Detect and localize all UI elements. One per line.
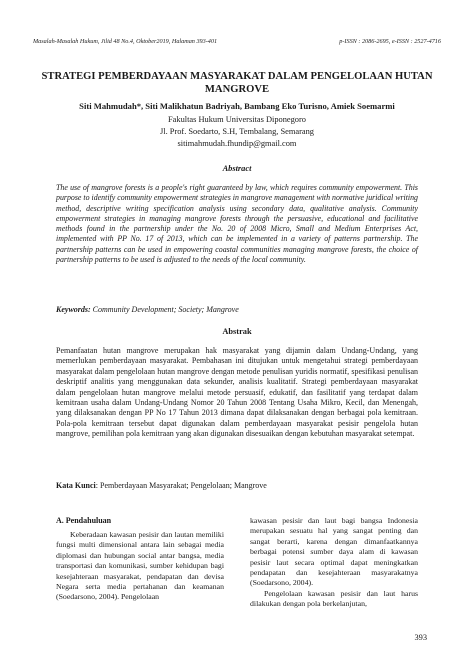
body-right-column <box>250 516 418 610</box>
paper-title: STRATEGI PEMBERDAYAAN MASYARAKAT DALAM PENGELOLAAN HUTAN MANGROVE <box>41 71 433 95</box>
keywords-line <box>56 305 418 314</box>
body-left-column: Keberadaan kawasan pesisir dan lautan memiliki fungsi multi dimensional antara lain sebagai media diplomasi dan hubungan social antar bangsa, media transportasi dan komunikasi, sumber kehidupan bagi kesejahteraan masyarakat, pendapatan dan devisa Negara serta media pertahanan dan keamanan (Soedarsono, 2004). Pengelolaan <box>56 530 224 602</box>
section-heading: A. Pendahuluan <box>56 516 112 525</box>
affiliation-faculty: Fakultas Hukum Universitas Diponegoro <box>168 115 306 124</box>
abstract-heading: Abstract <box>222 164 252 173</box>
abstrak-heading: Abstrak <box>222 327 252 336</box>
journal-header: Masalah-Masalah Hukum, Jilid 48 No.4, Oktober2019, Halaman 393-401 <box>33 38 218 45</box>
abstract-text: The use of mangrove forests is a people's right guaranteed by law, which requires community empowerment. This purpose to identify community empowerment strategies in mangrove management with normative juridical writing method, descriptive writing specification analysis using secondary data, qualitative analysis. Community empowerment strategies in managing mangrove forests through the persuasive, educational and facilitative methods found in the partnership under the No. 20 of 2008 Micro, Small and Medium Enterprises Act, implemented with PP No. 17 of 2013, which can be implemented in a variety of patterns partnership. The partnership patterns can be used in empowering coastal communities managing mangrove forests, the choice of partnership patterns to be used is adjusted to the needs of the local community. <box>56 183 418 265</box>
abstrak-text: Pemanfaatan hutan mangrove merupakan hak masyarakat yang dijamin dalam Undang-Undang, yang memerlukan pemberdayaan masyarakat. Pembahasan ini ditujukan untuk mengetahui strategi pemberdayaan masyarakat dalam pengelolaan hutan mangrove dengan metode penulisan yuridis normatif, spesifikasi penulisan deskriptif analitis yang menggunakan data sekunder, analisis kualitatif. Strategi pemberdayaan masyarakat dalam pengelolaan hutan mangrove melalui metode persuasif, edukatif, dan fasilitatif yang terdapat dalam kemitraan usaha dalam Undang-Undang Nomor 20 Tahun 2008 Tentang Usaha Mikro, Kecil, dan Menengah, yang dilaksanakan dengan PP No 17 Tahun 2013 dimana dapat dilaksanakan dengan berbagai pola kemitraan. Pola-pola kemitraan tersebut dapat digunakan dalam pemberdayaan masyarakat pesisir pengelola hutan mangrove, pemilihan pola kemitraan yang akan digunakan disesuaikan dengan kebutuhan masyarakat setempat. <box>56 346 418 439</box>
kata-kunci-line <box>56 481 418 490</box>
keywords-label: Keywords: <box>56 305 91 314</box>
page-number: 393 <box>414 633 427 642</box>
body-paragraph: kawasan pesisir dan laut bagi bangsa Indonesia merupakan sesuatu hal yang sangat penting dan sangat berarti, karena dengan dimanfaatkannya berbagai potensi sumber daya alam di kawasan pesisir laut secara optimal dapat meningkatkan pendapatan dan kesejahteraan masyarakatnya (Soedarsono, 2004). <box>250 516 418 588</box>
affiliation-address: Jl. Prof. Soedarto, S.H, Tembalang, Semarang <box>160 127 314 136</box>
keywords-text: Community Development; Society; Mangrove <box>90 305 239 314</box>
kata-kunci-label: Kata Kunci <box>56 481 96 490</box>
author-email: sitimahmudah.fhundip@gmail.com <box>177 139 297 148</box>
author-list: Siti Mahmudah*, Siti Malikhatun Badriyah, Bambang Eko Turisno, Amiek Soemarmi <box>79 101 395 111</box>
body-paragraph: Pengelolaan kawasan pesisir dan laut harus dilakukan dengan pola berkelanjutan, <box>250 588 418 609</box>
issn-header: p-ISSN : 2086-2695, e-ISSN : 2527-4716 <box>339 38 441 45</box>
kata-kunci-text: : Pemberdayaan Masyarakat; Pengelolaan; Mangrove <box>95 481 267 490</box>
